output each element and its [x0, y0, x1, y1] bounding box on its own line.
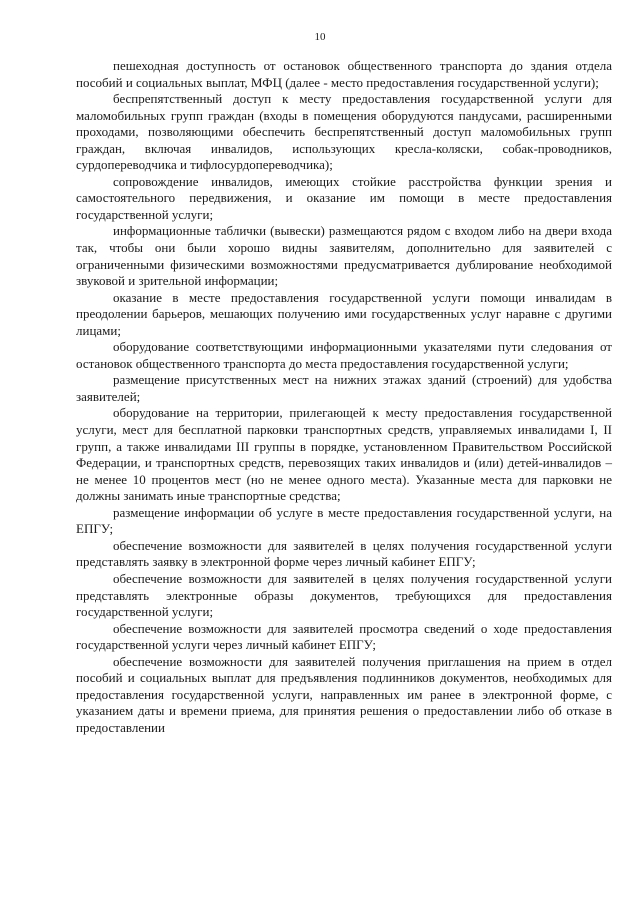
paragraph: оборудование соответствующими информационными указателями пути следования от остановок общественного транспорта до места предоставления государственной услуги; [76, 339, 612, 371]
paragraph: размещение информации об услуге в месте предоставления государственной услуги, на ЕПГУ; [76, 504, 612, 537]
paragraph: обеспечение возможности для заявителей в целях получения государственной услуги представлять электронные образы документов, требующихся для предоставления государственной услуги; [76, 570, 612, 620]
paragraph: обеспечение возможности для заявителей в целях получения государственной услуги представлять заявку в электронной форме через личный кабинет ЕПГУ; [76, 537, 612, 570]
paragraph: обеспечение возможности для заявителей получения приглашения на прием в отдел пособий и социальных выплат для предъявления подлинников документов, необходимых для предоставления государственной услуги, направленных им ранее в электронной форме, с указанием даты и времени приема, для принятия решения о предоставлении либо об отказе в предоставлении [76, 653, 612, 735]
paragraph: обеспечение возможности для заявителей просмотра сведений о ходе предоставления государственной услуги через личный кабинет ЕПГУ; [76, 620, 612, 653]
document-body [76, 58, 612, 736]
paragraph: пешеходная доступность от остановок общественного транспорта до здания отдела пособий и социальных выплат, МФЦ (далее - место предоставления государственной услуги); [76, 58, 612, 90]
paragraph: оказание в месте предоставления государственной услуги помощи инвалидам в преодолении барьеров, мешающих получению ими государственных услуг наравне с другими лицами; [76, 289, 612, 338]
paragraph: информационные таблички (вывески) размещаются рядом с входом либо на двери входа так, чтобы они были хорошо видны заявителям, дополнительно для заявителей с ограниченными физическими возможностями предусматривается дублирование необходимой звуковой и зрительной информации; [76, 223, 612, 289]
paragraph: сопровождение инвалидов, имеющих стойкие расстройства функции зрения и самостоятельного передвижения, и оказание им помощи в месте предоставления государственной услуги; [76, 173, 612, 222]
page-number: 10 [314, 31, 326, 43]
paragraph: оборудование на территории, прилегающей к месту предоставления государственной услуги, мест для бесплатной парковки транспортных средств, управляемых инвалидами I, II групп, а также инвалидами III группы в порядке, установленном Правительством Российской Федерации, и транспортных средств, перевозящих таких инвалидов и (или) детей-инвалидов – не менее 10 процентов мест (но не менее одного места). Указанные места для парковки не должны занимать иные транспортные средства; [76, 405, 612, 504]
paragraph: размещение присутственных мест на нижних этажах зданий (строений) для удобства заявителей; [76, 372, 612, 404]
paragraph: беспрепятственный доступ к месту предоставления государственной услуги для маломобильных групп граждан (входы в помещения оборудуются пандусами, расширенными проходами, позволяющими обеспечить беспрепятственный доступ маломобильных групп граждан, включая инвалидов, использующих кресла-коляски, собак-проводников, сурдопереводчика и тифлосурдопереводчика); [76, 91, 612, 173]
